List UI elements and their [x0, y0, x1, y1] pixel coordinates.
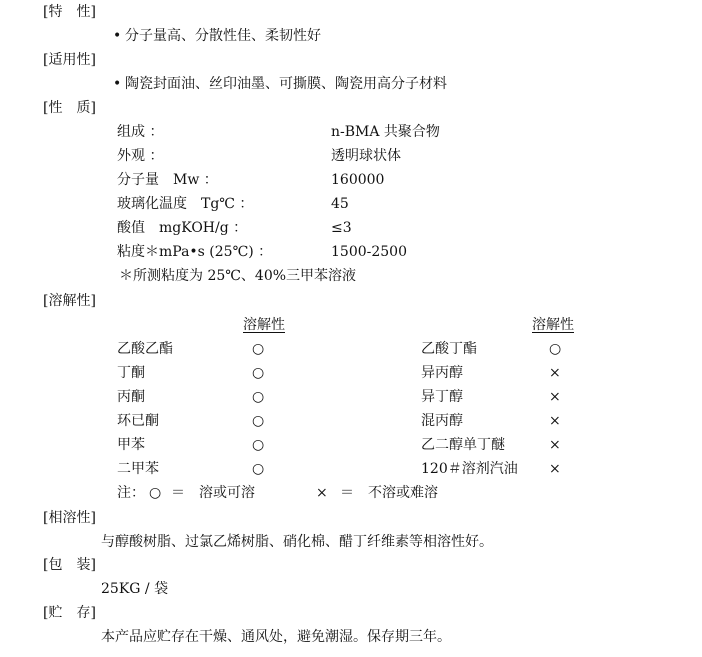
features-text: 分子量高、分散性佳、柔韧性好	[125, 28, 321, 44]
property-value: 160000	[331, 172, 385, 188]
property-value: n-BMA 共聚合物	[331, 124, 440, 140]
solvent-name: 乙二醇单丁醚	[421, 437, 505, 453]
solubility-column-header-right: 溶解性	[532, 317, 574, 333]
solvent-name: 丙酮	[117, 389, 145, 405]
packaging-text: 25KG / 袋	[101, 581, 169, 597]
solvent-name: 混丙醇	[421, 413, 463, 429]
features-bullet: •	[113, 28, 122, 44]
property-label: 组成 ：	[117, 124, 164, 140]
property-label: 外观 ：	[117, 148, 164, 164]
legend-soluble-mark: ○	[149, 485, 162, 501]
solubility-mark: ×	[549, 365, 561, 381]
storage-heading: [贮 存]	[43, 605, 96, 621]
features-heading: [特 性]	[43, 4, 96, 20]
solvent-name: 丁酮	[117, 365, 145, 381]
solubility-mark: ○	[252, 365, 265, 381]
solvent-name: 甲苯	[117, 437, 145, 453]
solvent-name: 乙酸乙酯	[117, 341, 173, 357]
solubility-mark: ×	[549, 437, 561, 453]
solvent-name: 二甲苯	[117, 461, 159, 477]
solvent-name: 异丁醇	[421, 389, 463, 405]
solubility-mark: ○	[549, 341, 562, 357]
legend-soluble-text: ＝ 溶或可溶	[171, 485, 255, 501]
property-value: 45	[331, 196, 349, 212]
applications-heading: [适用性]	[43, 52, 96, 68]
applications-text: 陶瓷封面油、丝印油墨、可撕膜、陶瓷用高分子材料	[125, 76, 447, 92]
property-label: 分子量 Mw ：	[117, 172, 218, 188]
solvent-name: 乙酸丁酯	[421, 341, 477, 357]
solubility-mark: ○	[252, 437, 265, 453]
property-value: 透明球状体	[331, 148, 401, 164]
legend-prefix: 注：	[117, 485, 145, 501]
property-label: 粘度＊mPa•s (25℃) ：	[117, 244, 273, 260]
solubility-mark: ○	[252, 461, 265, 477]
property-label: 酸值 mgKOH/g ：	[117, 220, 248, 236]
applications-bullet: •	[113, 76, 122, 92]
storage-text: 本产品应贮存在干燥、通风处，避免潮湿。保存期三年。	[101, 629, 451, 645]
packaging-heading: [包 装]	[43, 557, 96, 573]
solvent-name: 环已酮	[117, 413, 159, 429]
legend-insoluble-text: ＝ 不溶或难溶	[340, 485, 438, 501]
property-value: 1500-2500	[331, 244, 407, 260]
properties-heading: [性 质]	[43, 100, 96, 116]
solubility-mark: ○	[252, 389, 265, 405]
compatibility-text: 与醇酸树脂、过氯乙烯树脂、硝化棉、醋丁纤维素等相溶性好。	[101, 534, 493, 550]
solubility-mark: ×	[549, 461, 561, 477]
solvent-name: 120＃溶剂汽油	[421, 461, 518, 477]
viscosity-note: ＊所测粘度为 25℃、40%三甲苯溶液	[119, 268, 357, 284]
solubility-mark: ×	[549, 413, 561, 429]
compatibility-heading: [相溶性]	[43, 510, 96, 526]
solubility-heading: [溶解性]	[43, 293, 96, 309]
solubility-mark: ○	[252, 341, 265, 357]
solvent-name: 异丙醇	[421, 365, 463, 381]
solubility-mark: ○	[252, 413, 265, 429]
property-value: ≤3	[331, 220, 352, 236]
solubility-mark: ×	[549, 389, 561, 405]
solubility-column-header-left: 溶解性	[243, 317, 285, 333]
legend-insoluble-mark: ×	[316, 485, 328, 501]
property-label: 玻璃化温度 Tg℃ ：	[117, 196, 254, 212]
